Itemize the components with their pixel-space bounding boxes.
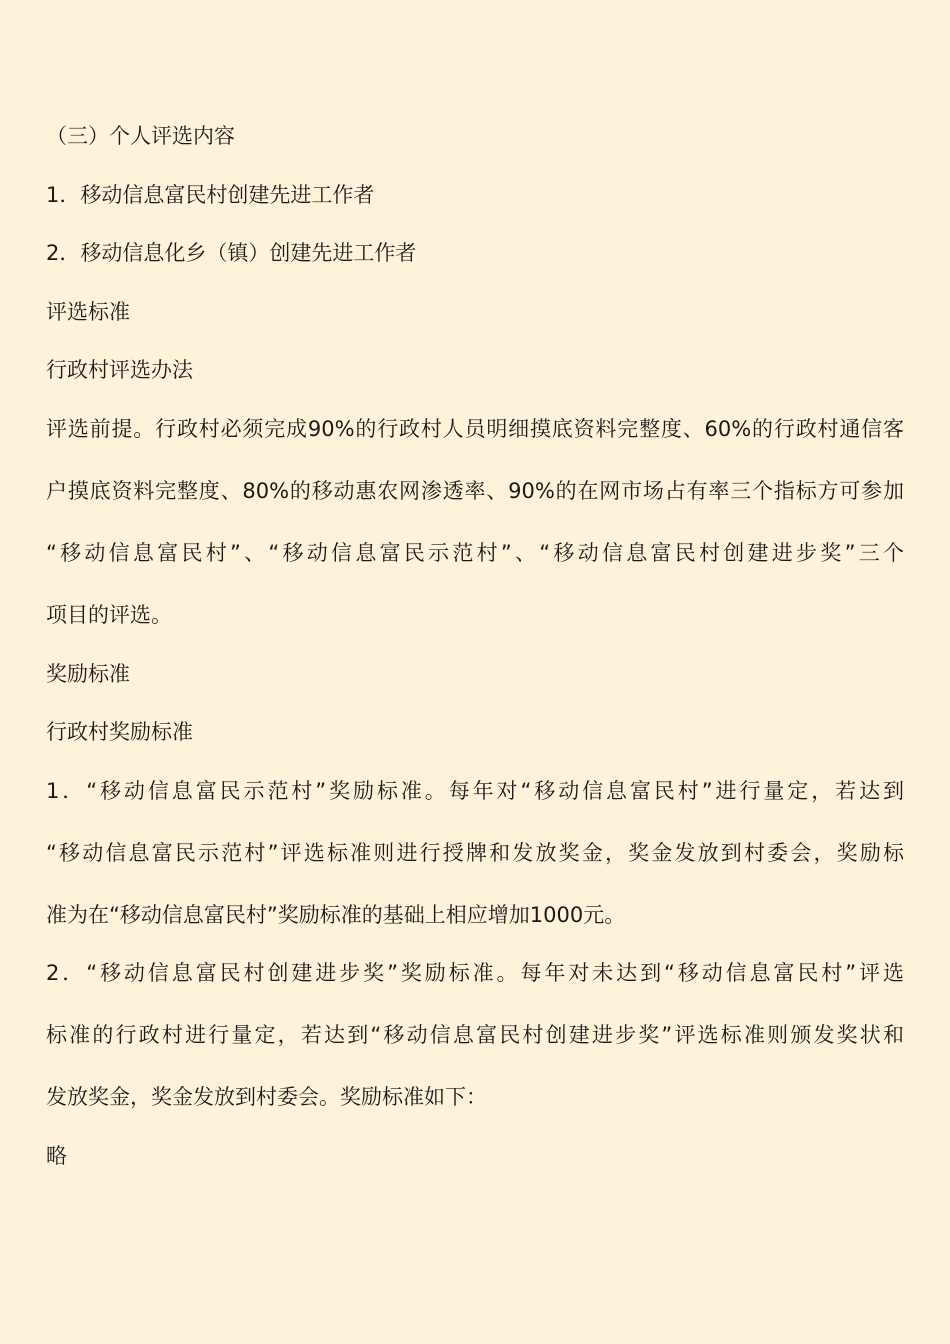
section-heading-personal: （三）个人评选内容	[46, 124, 235, 148]
list-item-1: 1．移动信息富民村创建先进工作者	[46, 183, 375, 207]
omitted-note: 略	[46, 1144, 67, 1168]
paragraph-line: “移动信息富民村”、“移动信息富民示范村”、“移动信息富民村创建进步奖”三个	[46, 541, 904, 565]
paragraph-line: 评选前提。行政村必须完成90%的行政村人员明细摸底资料完整度、60%的行政村通信客	[46, 417, 904, 441]
paragraph-line: 发放奖金，奖金发放到村委会。奖励标准如下：	[46, 1085, 487, 1109]
heading-criteria: 评选标准	[46, 300, 130, 324]
paragraph-line: 1．“移动信息富民示范村”奖励标准。每年对“移动信息富民村”进行量定，若达到	[46, 779, 904, 803]
heading-rewards: 奖励标准	[46, 662, 130, 686]
paragraph-line: 户摸底资料完整度、80%的移动惠农网渗透率、90%的在网市场占有率三个指标方可参加	[46, 479, 904, 503]
paragraph-line: 2．“移动信息富民村创建进步奖”奖励标准。每年对未达到“移动信息富民村”评选	[46, 961, 904, 985]
paragraph-line: 标准的行政村进行量定，若达到“移动信息富民村创建进步奖”评选标准则颁发奖状和	[46, 1023, 904, 1047]
subheading-village-method: 行政村评选办法	[46, 358, 193, 382]
paragraph-line: 项目的评选。	[46, 603, 172, 627]
list-item-2: 2．移动信息化乡（镇）创建先进工作者	[46, 241, 417, 265]
subheading-village-rewards: 行政村奖励标准	[46, 720, 193, 744]
paragraph-line: “移动信息富民示范村”评选标准则进行授牌和发放奖金，奖金发放到村委会，奖励标	[46, 841, 904, 865]
paragraph-line: 准为在“移动信息富民村”奖励标准的基础上相应增加1000元。	[46, 903, 626, 927]
